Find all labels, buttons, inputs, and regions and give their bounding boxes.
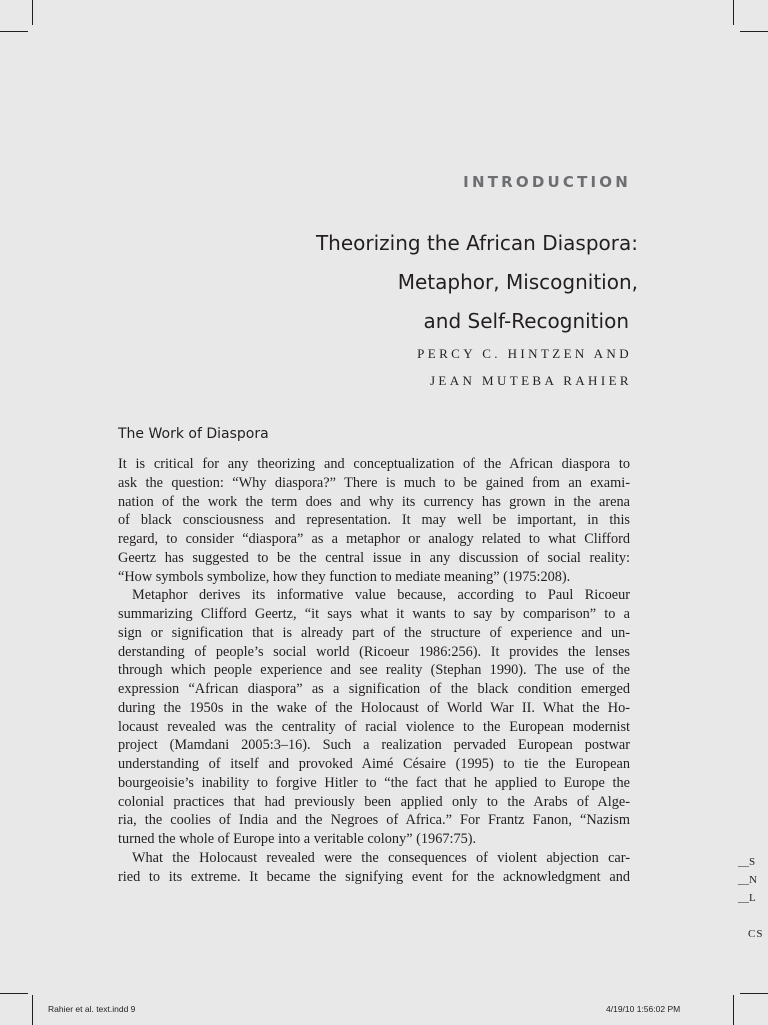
text-line: understanding of itself and provoked Aimé Césaire (1995) to tie the European — [118, 756, 630, 772]
chapter-title-line: Metaphor, Miscognition, — [397, 270, 638, 294]
text-line: regard, to consider “diaspora” as a metaphor or analogy related to what Clifford — [118, 531, 630, 547]
text-line: What the Holocaust revealed were the consequences of violent abjection car- — [132, 849, 630, 866]
text-line: nation of the work the term does and why its currency has grown in the arena — [118, 493, 630, 510]
chapter-title-line: and Self-Recognition — [423, 309, 629, 333]
slug-filename: Rahier et al. text.indd 9 — [48, 1004, 136, 1014]
text-line: Metaphor derives its informative value because, according to Paul Ricoeur — [132, 587, 630, 604]
margin-marks — [738, 853, 757, 907]
body-text — [118, 455, 630, 886]
text-line: ask the question: “Why diaspora?” There is much to be gained from an exami- — [118, 474, 630, 491]
text-line: bourgeoisie’s inability to forgive Hitler to “the fact that he applied to Europe the — [118, 774, 630, 791]
text-line: expression “African diaspora” as a signification of the black condition emerged — [118, 681, 630, 697]
author-line: JEAN MUTEBA RAHIER — [429, 373, 632, 388]
slug-divider — [32, 995, 33, 1024]
text-line: ried to its extreme. It became the signifying event for the acknowledgment and — [118, 868, 630, 885]
slug-divider — [733, 995, 734, 1024]
text-line: Geertz has suggested to be the central issue in any discussion of social reality: — [118, 549, 630, 566]
text-line: It is critical for any theorizing and conceptualization of the African diaspora to — [118, 456, 630, 472]
margin-mark: __N — [738, 874, 757, 886]
section-heading: The Work of Diaspora — [118, 426, 269, 442]
crop-mark — [740, 31, 768, 32]
author-byline — [232, 340, 632, 394]
crop-mark — [32, 0, 33, 25]
slug-timestamp: 4/19/10 1:56:02 PM — [606, 1004, 681, 1014]
crop-mark — [733, 0, 734, 25]
text-line: locaust revealed was the centrality of racial violence to the European modernist — [118, 718, 630, 735]
text-line: project (Mamdani 2005:3–16). Such a realization pervaded European postwar — [118, 737, 630, 754]
text-line: during the 1950s in the wake of the Holocaust of World War II. What the Ho- — [118, 699, 630, 716]
text-line: ria, the coolies of India and the Negroes of Africa.” For Frantz Fanon, “Nazism — [118, 812, 630, 829]
crop-mark — [740, 993, 768, 994]
text-line: of black consciousness and representation. It may well be important, in this — [118, 512, 630, 529]
chapter-title-line: Theorizing the African Diaspora: — [315, 231, 638, 255]
crop-mark — [0, 993, 28, 994]
author-line: PERCY C. HINTZEN AND — [417, 346, 632, 361]
crop-mark — [0, 31, 28, 32]
chapter-title — [238, 224, 638, 341]
text-line: summarizing Clifford Geertz, “it says what it wants to say by comparison” to a — [118, 606, 630, 622]
cs-mark: CS — [748, 928, 764, 940]
margin-mark: __L — [738, 892, 756, 904]
text-line: derstanding of people’s social world (Ricoeur 1986:256). It provides the lenses — [118, 643, 630, 660]
margin-mark: __S — [738, 856, 756, 868]
text-line: turned the whole of Europe into a veritable colony” (1967:75). — [118, 831, 477, 847]
text-line: through which people experience and see reality (Stephan 1990). The use of the — [118, 662, 630, 679]
text-line: colonial practices that had previously been applied only to the Arabs of Alge- — [118, 793, 630, 810]
text-line: sign or signification that is already part of the structure of experience and un- — [118, 624, 630, 641]
chapter-label: INTRODUCTION — [463, 173, 631, 191]
text-line: “How symbols symbolize, how they function to mediate meaning” (1975:208). — [118, 568, 571, 585]
